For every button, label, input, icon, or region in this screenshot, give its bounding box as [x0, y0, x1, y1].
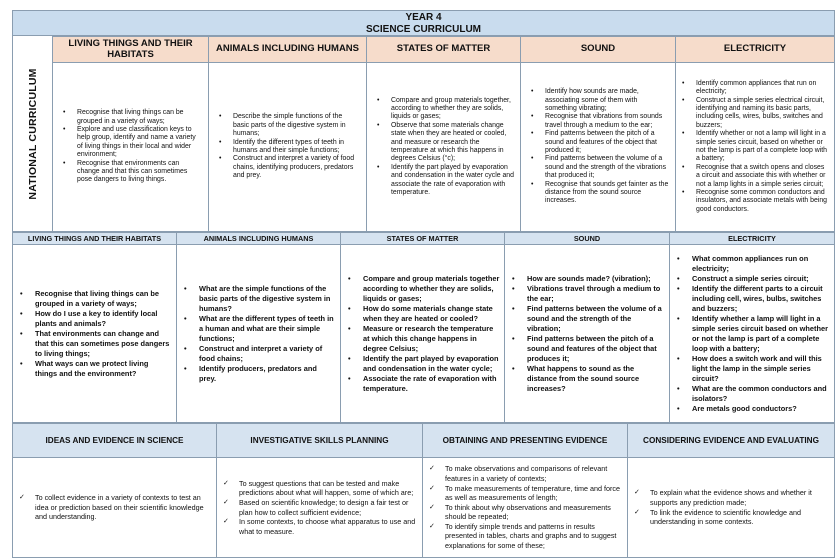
nc-header-animals: ANIMALS INCLUDING HUMANS: [209, 36, 367, 63]
list-item: • Observe that some materials change state when they are heated or cooled, and measure or research the temperature at which this happens in degrees Celsius (°c);: [371, 122, 514, 164]
nc-list: [676, 80, 828, 215]
list-item: ✓ To make measurements of temperature, time and force as well as measurements of length;: [425, 484, 623, 503]
skills-list: [15, 493, 212, 522]
list-item: ✓ To think about why observations and measurements should be repeated;: [425, 503, 623, 522]
list-item: • Recognise that sounds get fainter as the distance from the sound source increases.: [525, 181, 669, 206]
q-cell-living-things: [12, 245, 177, 423]
list-item: ✓ To collect evidence in a variety of contexts to test an idea or prediction based on their scientific knowledge and understanding.: [15, 493, 212, 522]
q-list: [179, 284, 336, 384]
list-item: • Identify whether a lamp will light in a simple series circuit based on whether or not the lamp is part of a complete loop with a battery;: [672, 314, 830, 354]
list-item: • How are sounds made? (vibration);: [507, 274, 665, 284]
list-item: • What are the simple functions of the basic parts of the digestive system in humans?: [179, 284, 336, 314]
q-cell-states: [341, 245, 505, 423]
list-item: • Compare and group materials together according to whether they are solids, liquids or gases;: [343, 274, 500, 304]
list-item: ✓ To make observations and comparisons of relevant features in a variety of contexts;: [425, 464, 623, 483]
list-item: • Find patterns between the volume of a sound and the strength of the vibration;: [507, 304, 665, 334]
nc-cell-states: [367, 63, 521, 232]
skills-list: [425, 464, 623, 550]
skills-header-planning: INVESTIGATIVE SKILLS PLANNING: [217, 423, 423, 458]
list-item: • Find patterns between the pitch of a sound and features of the object that produced it;: [525, 130, 669, 155]
list-item: • How do I use a key to identify local plants and animals?: [15, 309, 172, 329]
list-item: • Recognise that vibrations from sounds travel through a medium to the ear;: [525, 113, 669, 130]
q-cell-animals: [177, 245, 341, 423]
q-list: [343, 274, 500, 394]
list-item: • Recognise that environments can change and that this can sometimes pose dangers to living things.: [57, 160, 202, 185]
list-item: • What happens to sound as the distance from the sound source increases?: [507, 364, 665, 394]
list-item: • Identify how sounds are made, associating some of them with something vibrating;: [525, 88, 669, 113]
q-header-electricity: ELECTRICITY: [670, 232, 835, 245]
list-item: • Identify the part played by evaporation and condensation in the water cycle and associate the rate of evaporation with temperature.: [371, 164, 514, 198]
list-item: • Associate the rate of evaporation with temperature.: [343, 374, 500, 394]
list-item: • What are the common conductors and isolators?: [672, 384, 830, 404]
list-item: • Explore and use classification keys to help group, identify and name a variety of living things in their local and wider environment;: [57, 126, 202, 160]
nc-cell-animals: [209, 63, 367, 232]
list-item: • Recognise that a switch opens and closes a circuit and associate this with whether or not a lamp lights in a simple series circuit;: [676, 164, 828, 189]
page-title: [12, 10, 835, 36]
nc-list: [213, 113, 360, 180]
list-item: • What common appliances run on electricity;: [672, 254, 830, 274]
nc-list: [525, 88, 669, 206]
list-item: • Describe the simple functions of the basic parts of the digestive system in humans;: [213, 113, 360, 138]
list-item: • Find patterns between the volume of a sound and the strength of the vibrations that produced it;: [525, 155, 669, 180]
nc-header-states: STATES OF MATTER: [367, 36, 521, 63]
skills-list: [219, 479, 418, 537]
list-item: • Identify the different types of teeth in humans and their simple functions;: [213, 139, 360, 156]
nc-cell-sound: [521, 63, 676, 232]
list-item: • Construct and interpret a variety of food chains, identifying producers, predators and prey.: [213, 155, 360, 180]
list-item: • Construct and interpret a variety of food chains;: [179, 344, 336, 364]
list-item: • Identify producers, predators and prey.: [179, 364, 336, 384]
list-item: • Identify the different parts to a circuit including cell, wires, bulbs, switches and buzzers;: [672, 284, 830, 314]
side-label-text: NATIONAL CURRICULUM: [26, 67, 39, 200]
list-item: • Vibrations travel through a medium to the ear;: [507, 284, 665, 304]
list-item: • Identify common appliances that run on electricity;: [676, 80, 828, 97]
list-item: ✓ To identify simple trends and patterns in results presented in tables, charts and graphs and to suggest explanations for some of these;: [425, 522, 623, 551]
list-item: • Find patterns between the pitch of a sound and features of the object that produces it;: [507, 334, 665, 364]
nc-header-electricity: ELECTRICITY: [676, 36, 835, 63]
skills-cell-planning: [217, 458, 423, 558]
list-item: ✓ To explain what the evidence shows and whether it supports any prediction made;: [630, 488, 830, 507]
q-list: [15, 289, 172, 379]
title-subject: SCIENCE CURRICULUM: [366, 23, 481, 35]
q-header-sound: SOUND: [505, 232, 670, 245]
list-item: • Identify the part played by evaporation and condensation in the water cycle;: [343, 354, 500, 374]
list-item: • Identify whether or not a lamp will light in a simple series circuit, based on whether or not the lamp is part of a complete loop with a battery;: [676, 130, 828, 164]
list-item: ✓ Based on scientific knowledge; to design a fair test or plan how to collect sufficient evidence;: [219, 498, 418, 517]
q-header-animals: ANIMALS INCLUDING HUMANS: [177, 232, 341, 245]
list-item: • Construct a simple series circuit;: [672, 274, 830, 284]
list-item: • Recognise that living things can be grouped in a variety of ways;: [15, 289, 172, 309]
q-cell-electricity: [670, 245, 835, 423]
skills-list: [630, 488, 830, 526]
nc-list: [57, 109, 202, 185]
list-item: • Are metals good conductors?: [672, 404, 830, 414]
title-year: YEAR 4: [405, 12, 442, 23]
q-list: [507, 274, 665, 394]
skills-header-ideas: IDEAS AND EVIDENCE IN SCIENCE: [12, 423, 217, 458]
q-header-states: STATES OF MATTER: [341, 232, 505, 245]
skills-cell-considering: [628, 458, 835, 558]
skills-cell-obtaining: [423, 458, 628, 558]
nc-list: [371, 97, 514, 198]
skills-header-considering: CONSIDERING EVIDENCE AND EVALUATING: [628, 423, 835, 458]
nc-header-living-things: LIVING THINGS AND THEIR HABITATS: [53, 36, 209, 63]
list-item: • Recognise some common conductors and insulators, and associate metals with being good conductors.: [676, 189, 828, 214]
q-header-living-things: LIVING THINGS AND THEIR HABITATS: [12, 232, 177, 245]
skills-cell-ideas: [12, 458, 217, 558]
list-item: • How do some materials change state when they are heated or cooled?: [343, 304, 500, 324]
list-item: • How does a switch work and will this light the lamp in the simple series circuit?: [672, 354, 830, 384]
list-item: • What are the different types of teeth in a human and what are their simple functions;: [179, 314, 336, 344]
q-list: [672, 254, 830, 414]
list-item: • Recognise that living things can be grouped in a variety of ways;: [57, 109, 202, 126]
nc-cell-living-things: [53, 63, 209, 232]
q-cell-sound: [505, 245, 670, 423]
list-item: • That environments can change and that this can sometimes pose dangers to living things;: [15, 329, 172, 359]
list-item: ✓ To suggest questions that can be tested and make predictions about what will happen, some of which are;: [219, 479, 418, 498]
list-item: • Construct a simple series electrical circuit, identifying and naming its basic parts, including cells, wires, bulbs, switches and buzzers;: [676, 97, 828, 131]
list-item: ✓ In some contexts, to choose what apparatus to use and what to measure.: [219, 517, 418, 536]
nc-cell-electricity: [676, 63, 835, 232]
list-item: ✓ To link the evidence to scientific knowledge and understanding in some contexts.: [630, 508, 830, 527]
skills-header-obtaining: OBTAINING AND PRESENTING EVIDENCE: [423, 423, 628, 458]
list-item: • Compare and group materials together, according to whether they are solids, liquids or gases;: [371, 97, 514, 122]
national-curriculum-side-label: [12, 36, 53, 232]
nc-header-sound: SOUND: [521, 36, 676, 63]
list-item: • Measure or research the temperature at which this change happens in degree Celsius;: [343, 324, 500, 354]
list-item: • What ways can we protect living things and the environment?: [15, 359, 172, 379]
